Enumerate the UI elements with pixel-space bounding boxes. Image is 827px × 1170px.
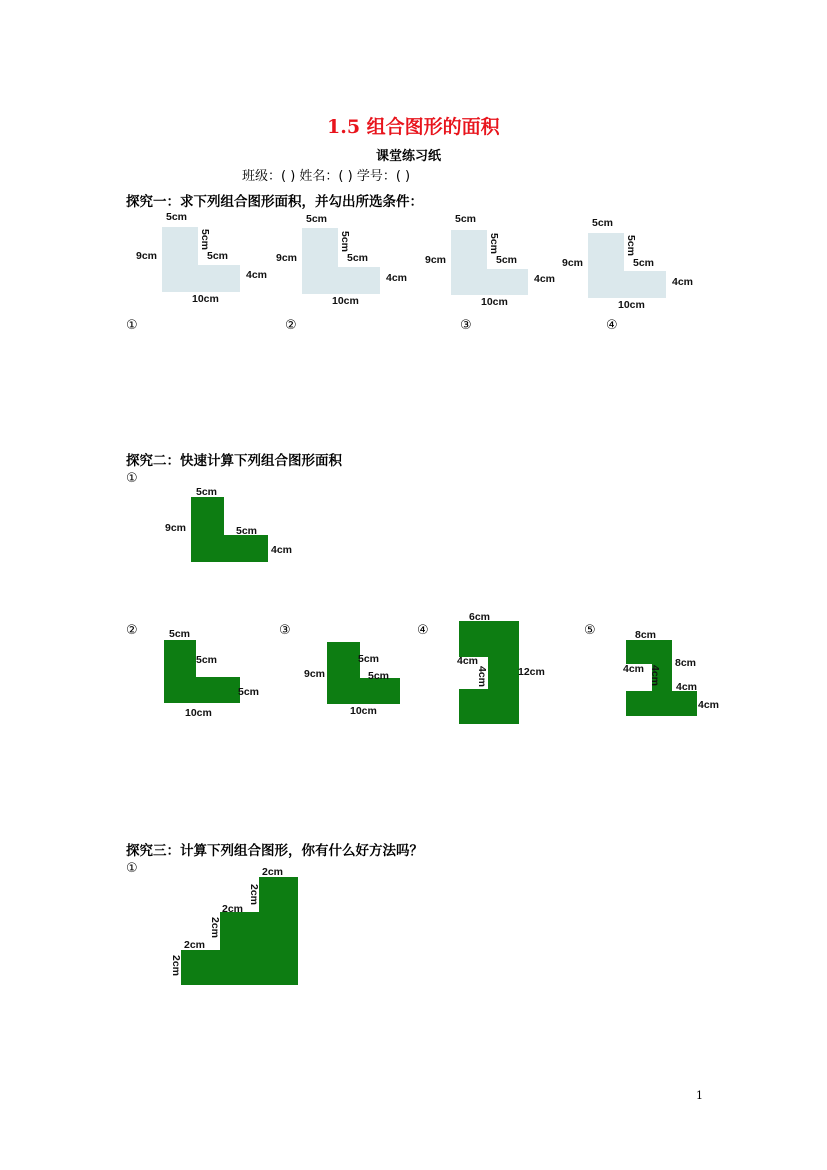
s2-fig2-inner-label: 5cm bbox=[196, 654, 218, 666]
s2-fig5-notch-width-label: 4cm bbox=[623, 663, 645, 675]
fig2-top-label: 5cm bbox=[306, 213, 328, 225]
s3-label-tread-3: 2cm bbox=[184, 939, 206, 951]
s2-fig5-notch-height-label: 4cm bbox=[649, 665, 661, 687]
fig1-inner-horizontal-label: 5cm bbox=[207, 250, 229, 262]
s3-marker-1: ① bbox=[126, 861, 138, 876]
s2-marker-5: ⑤ bbox=[584, 623, 596, 638]
s2-fig4-notch-height-label: 4cm bbox=[476, 666, 488, 688]
s2-fig4-notch-width-label: 4cm bbox=[457, 655, 479, 667]
s2-fig4-right-label: 12cm bbox=[518, 666, 545, 678]
fig1-bottom-label: 10cm bbox=[192, 293, 219, 305]
fig2-bottom-label: 10cm bbox=[332, 295, 359, 307]
fig3-inner-horizontal-label: 5cm bbox=[496, 254, 518, 266]
fig2-left-label: 9cm bbox=[276, 252, 298, 264]
s2-fig1-inner-label: 5cm bbox=[236, 525, 258, 537]
s2-marker-1: ① bbox=[126, 471, 138, 486]
fig1-top-label: 5cm bbox=[166, 211, 188, 223]
page-number: 1 bbox=[696, 1089, 703, 1102]
s2-fig3-bottom-label: 10cm bbox=[350, 705, 377, 717]
s2-fig3-top-label: 5cm bbox=[358, 653, 380, 665]
s2-fig3-inner-label: 5cm bbox=[368, 670, 390, 682]
fig1-right-label: 4cm bbox=[246, 269, 268, 281]
s3-label-tread-2: 2cm bbox=[222, 903, 244, 915]
worksheet-subtitle: 课堂练习纸 bbox=[376, 149, 442, 164]
s3-label-top: 2cm bbox=[262, 866, 284, 878]
s3-label-riser-3: 2cm bbox=[170, 955, 182, 977]
s2-fig5-step-label: 4cm bbox=[676, 681, 698, 693]
fig2-inner-horizontal-label: 5cm bbox=[347, 252, 369, 264]
s2-marker-2: ② bbox=[126, 623, 138, 638]
fig4-left-label: 9cm bbox=[562, 257, 584, 269]
s1-marker-1: ① bbox=[126, 318, 138, 333]
fig3-inner-vertical-label: 5cm bbox=[488, 233, 500, 255]
s2-marker-4: ④ bbox=[417, 623, 429, 638]
fig4-inner-vertical-label: 5cm bbox=[625, 235, 637, 257]
fig4-inner-horizontal-label: 5cm bbox=[633, 257, 655, 269]
s2-fig5-right-upper-label: 8cm bbox=[675, 657, 697, 669]
fig1-left-label: 9cm bbox=[136, 250, 158, 262]
s2-fig3-left-label: 9cm bbox=[304, 668, 326, 680]
fig1-inner-vertical-label: 5cm bbox=[199, 229, 211, 251]
s2-fig2-bottom-label: 10cm bbox=[185, 707, 212, 719]
s2-marker-3: ③ bbox=[279, 623, 291, 638]
page-title: 1.5 组合图形的面积 bbox=[327, 116, 500, 138]
fig3-bottom-label: 10cm bbox=[481, 296, 508, 308]
s2-fig1-right-label: 4cm bbox=[271, 544, 293, 556]
fig2-right-label: 4cm bbox=[386, 272, 408, 284]
s2-fig5-right-lower-label: 4cm bbox=[698, 699, 720, 711]
s2-fig5-top-label: 8cm bbox=[635, 629, 657, 641]
student-info-line: 班级：( ) 姓名：( ) 学号：( ) bbox=[242, 169, 411, 184]
s1-marker-2: ② bbox=[285, 318, 297, 333]
fig3-left-label: 9cm bbox=[425, 254, 447, 266]
section2-heading: 探究二：快速计算下列组合图形面积 bbox=[126, 453, 342, 469]
s2-fig2-top-label: 5cm bbox=[169, 628, 191, 640]
fig3-right-label: 4cm bbox=[534, 273, 556, 285]
fig4-right-label: 4cm bbox=[672, 276, 694, 288]
s2-fig1-top-label: 5cm bbox=[196, 486, 218, 498]
s2-fig2-right-label: 5cm bbox=[238, 686, 260, 698]
s2-fig4-top-label: 6cm bbox=[469, 611, 491, 623]
green-staircase-shape bbox=[181, 877, 298, 985]
s2-fig1-left-label: 9cm bbox=[165, 522, 187, 534]
section3-heading: 探究三：计算下列组合图形，你有什么好方法吗？ bbox=[126, 843, 423, 859]
s3-label-riser-1: 2cm bbox=[248, 884, 260, 906]
fig3-top-label: 5cm bbox=[455, 213, 477, 225]
fig4-top-label: 5cm bbox=[592, 217, 614, 229]
s3-label-riser-2: 2cm bbox=[209, 917, 221, 939]
s1-marker-4: ④ bbox=[606, 318, 618, 333]
fig2-inner-vertical-label: 5cm bbox=[339, 231, 351, 253]
section1-heading: 探究一：求下列组合图形面积，并勾出所选条件： bbox=[126, 194, 423, 210]
fig4-bottom-label: 10cm bbox=[618, 299, 645, 311]
s1-marker-3: ③ bbox=[460, 318, 472, 333]
